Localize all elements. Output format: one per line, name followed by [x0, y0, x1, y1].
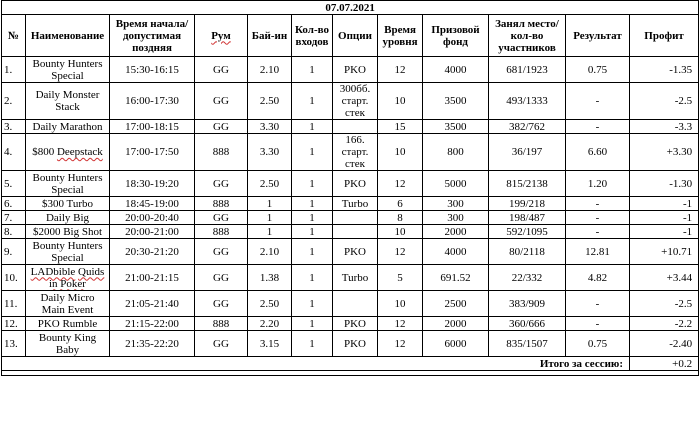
cell-result: 0.75	[566, 331, 630, 357]
cell-buyin: 2.10	[248, 57, 292, 83]
cell-room: 888	[195, 225, 248, 239]
cell-buyin: 1.38	[248, 265, 292, 291]
cell-entries: 1	[292, 225, 333, 239]
cell-num: 7.	[2, 211, 26, 225]
cell-options: 166. старт. стек	[333, 134, 378, 171]
cell-entries: 1	[292, 265, 333, 291]
cell-result: -	[566, 211, 630, 225]
cell-profit: -1	[630, 225, 699, 239]
spellcheck-underline: Deepstack	[56, 146, 103, 158]
cell-name: $2000 Big Shot	[26, 225, 110, 239]
cell-level: 12	[378, 317, 423, 331]
cell-profit: +10.71	[630, 239, 699, 265]
cell-options	[333, 120, 378, 134]
cell-num: 6.	[2, 197, 26, 211]
cell-num: 11.	[2, 291, 26, 317]
cell-room: GG	[195, 83, 248, 120]
table-row	[2, 331, 699, 357]
cell-prize: 2000	[423, 317, 489, 331]
cell-place: 198/487	[489, 211, 566, 225]
cell-name: Bounty Hunters Special	[26, 57, 110, 83]
session-date: 07.07.2021	[2, 1, 699, 15]
table-row	[2, 134, 699, 171]
cell-profit: -2.5	[630, 291, 699, 317]
cell-room: GG	[195, 331, 248, 357]
cell-room: 888	[195, 134, 248, 171]
total-label: Итого за сессию:	[2, 357, 630, 371]
cell-name: $300 Turbo	[26, 197, 110, 211]
cell-result: 6.60	[566, 134, 630, 171]
cell-buyin: 2.50	[248, 291, 292, 317]
cell-entries: 1	[292, 83, 333, 120]
table-row	[2, 57, 699, 83]
header-entries: Кол-во входов	[292, 15, 333, 57]
table-row	[2, 211, 699, 225]
cell-level: 5	[378, 265, 423, 291]
cell-name: Daily Big	[26, 211, 110, 225]
cell-options: PKO	[333, 57, 378, 83]
cell-entries: 1	[292, 120, 333, 134]
cell-room: GG	[195, 171, 248, 197]
header-row	[2, 15, 699, 57]
cell-name	[26, 265, 110, 291]
cell-place: 493/1333	[489, 83, 566, 120]
cell-options	[333, 291, 378, 317]
cell-time: 18:45-19:00	[110, 197, 195, 211]
table-row	[2, 225, 699, 239]
cell-level: 6	[378, 197, 423, 211]
table-row	[2, 291, 699, 317]
cell-buyin: 1	[248, 225, 292, 239]
cell-room: GG	[195, 120, 248, 134]
header-level: Время уровня	[378, 15, 423, 57]
table-row	[2, 197, 699, 211]
cell-level: 8	[378, 211, 423, 225]
cell-place: 815/2138	[489, 171, 566, 197]
cell-place: 592/1095	[489, 225, 566, 239]
session-table	[1, 0, 699, 376]
cell-time: 21:15-22:00	[110, 317, 195, 331]
cell-place: 835/1507	[489, 331, 566, 357]
cell-time: 18:30-19:20	[110, 171, 195, 197]
cell-prize: 300	[423, 211, 489, 225]
cell-buyin: 3.30	[248, 134, 292, 171]
cell-place: 22/332	[489, 265, 566, 291]
cell-name: Bounty Hunters Special	[26, 171, 110, 197]
cell-entries: 1	[292, 211, 333, 225]
header-name: Наименование	[26, 15, 110, 57]
cell-prize: 2500	[423, 291, 489, 317]
cell-num: 13.	[2, 331, 26, 357]
cell-name: $800 Deepstack	[26, 134, 110, 171]
cell-buyin: 2.10	[248, 239, 292, 265]
cell-entries: 1	[292, 197, 333, 211]
cell-entries: 1	[292, 57, 333, 83]
cell-entries: 1	[292, 331, 333, 357]
cell-prize: 4000	[423, 239, 489, 265]
cell-buyin: 2.20	[248, 317, 292, 331]
table-row	[2, 83, 699, 120]
cell-buyin: 1	[248, 211, 292, 225]
cell-buyin: 2.50	[248, 83, 292, 120]
cell-num: 2.	[2, 83, 26, 120]
cell-profit: -2.2	[630, 317, 699, 331]
spacer-cell	[2, 371, 699, 376]
cell-buyin: 3.30	[248, 120, 292, 134]
table-row	[2, 171, 699, 197]
cell-profit: -2.5	[630, 83, 699, 120]
cell-prize: 691.52	[423, 265, 489, 291]
cell-entries: 1	[292, 317, 333, 331]
cell-buyin: 3.15	[248, 331, 292, 357]
cell-time: 17:00-18:15	[110, 120, 195, 134]
header-time: Время начала/ допустимая поздняя	[110, 15, 195, 57]
cell-result: -	[566, 291, 630, 317]
cell-room: GG	[195, 211, 248, 225]
cell-time: 21:05-21:40	[110, 291, 195, 317]
header-prize: Призовой фонд	[423, 15, 489, 57]
cell-prize: 300	[423, 197, 489, 211]
cell-level: 10	[378, 134, 423, 171]
cell-result: -	[566, 225, 630, 239]
cell-name: Daily Micro Main Event	[26, 291, 110, 317]
cell-num: 10.	[2, 265, 26, 291]
cell-place: 36/197	[489, 134, 566, 171]
date-row	[2, 1, 699, 15]
cell-room: 888	[195, 317, 248, 331]
cell-result: 1.20	[566, 171, 630, 197]
cell-options	[333, 211, 378, 225]
cell-time: 21:00-21:15	[110, 265, 195, 291]
header-options: Опции	[333, 15, 378, 57]
cell-room: 888	[195, 197, 248, 211]
cell-prize: 3500	[423, 120, 489, 134]
cell-options: PKO	[333, 331, 378, 357]
cell-num: 4.	[2, 134, 26, 171]
cell-level: 10	[378, 83, 423, 120]
cell-room: GG	[195, 57, 248, 83]
cell-place: 360/666	[489, 317, 566, 331]
cell-prize: 3500	[423, 83, 489, 120]
cell-profit: -1.30	[630, 171, 699, 197]
cell-name: Bounty Hunters Special	[26, 239, 110, 265]
cell-prize: 4000	[423, 57, 489, 83]
cell-prize: 800	[423, 134, 489, 171]
cell-level: 10	[378, 225, 423, 239]
table-row	[2, 239, 699, 265]
cell-entries: 1	[292, 134, 333, 171]
cell-result: -	[566, 197, 630, 211]
header-num: №	[2, 15, 26, 57]
table-row	[2, 317, 699, 331]
cell-profit: -1	[630, 197, 699, 211]
cell-result: 12.81	[566, 239, 630, 265]
cell-time: 20:00-21:00	[110, 225, 195, 239]
cell-entries: 1	[292, 291, 333, 317]
header-result: Результат	[566, 15, 630, 57]
cell-num: 1.	[2, 57, 26, 83]
cell-entries: 1	[292, 239, 333, 265]
cell-profit: +3.30	[630, 134, 699, 171]
cell-result: -	[566, 120, 630, 134]
cell-buyin: 1	[248, 197, 292, 211]
cell-room: GG	[195, 265, 248, 291]
cell-room: GG	[195, 291, 248, 317]
cell-entries: 1	[292, 171, 333, 197]
cell-name: Daily Monster Stack	[26, 83, 110, 120]
cell-num: 5.	[2, 171, 26, 197]
cell-options: PKO	[333, 239, 378, 265]
cell-level: 12	[378, 57, 423, 83]
table-row	[2, 120, 699, 134]
cell-num: 12.	[2, 317, 26, 331]
spacer-row	[2, 371, 699, 376]
table-row	[2, 265, 699, 291]
cell-place: 382/762	[489, 120, 566, 134]
cell-time: 16:00-17:30	[110, 83, 195, 120]
cell-room: GG	[195, 239, 248, 265]
cell-time: 15:30-16:15	[110, 57, 195, 83]
cell-num: 8.	[2, 225, 26, 239]
cell-time: 17:00-17:50	[110, 134, 195, 171]
cell-num: 3.	[2, 120, 26, 134]
total-row	[2, 357, 699, 371]
spellcheck-underline: Quids in Poker	[49, 265, 105, 290]
cell-name: PKO Rumble	[26, 317, 110, 331]
cell-name: Bounty King Baby	[26, 331, 110, 357]
cell-place: 80/2118	[489, 239, 566, 265]
cell-options: Turbo	[333, 197, 378, 211]
header-room: Рум	[195, 15, 248, 57]
cell-result: 4.82	[566, 265, 630, 291]
header-buyin: Бай-ин	[248, 15, 292, 57]
cell-time: 21:35-22:20	[110, 331, 195, 357]
cell-place: 681/1923	[489, 57, 566, 83]
cell-profit: -3.3	[630, 120, 699, 134]
cell-place: 383/909	[489, 291, 566, 317]
cell-level: 12	[378, 239, 423, 265]
cell-result: -	[566, 83, 630, 120]
spellcheck-underline: LADbible	[30, 265, 76, 278]
cell-result: -	[566, 317, 630, 331]
cell-result: 0.75	[566, 57, 630, 83]
header-profit: Профит	[630, 15, 699, 57]
cell-time: 20:30-21:20	[110, 239, 195, 265]
cell-profit: +3.44	[630, 265, 699, 291]
cell-level: 12	[378, 331, 423, 357]
cell-prize: 6000	[423, 331, 489, 357]
cell-prize: 5000	[423, 171, 489, 197]
cell-profit: -1.35	[630, 57, 699, 83]
cell-level: 10	[378, 291, 423, 317]
cell-options: PKO	[333, 317, 378, 331]
cell-options: Turbo	[333, 265, 378, 291]
cell-profit: -2.40	[630, 331, 699, 357]
cell-level: 12	[378, 171, 423, 197]
cell-name: Daily Marathon	[26, 120, 110, 134]
total-value: +0.2	[630, 357, 699, 371]
cell-options: PKO	[333, 171, 378, 197]
cell-prize: 2000	[423, 225, 489, 239]
cell-options	[333, 225, 378, 239]
cell-place: 199/218	[489, 197, 566, 211]
header-place: Занял место/кол-во участников	[489, 15, 566, 57]
cell-time: 20:00-20:40	[110, 211, 195, 225]
cell-options: 300бб. старт. стек	[333, 83, 378, 120]
cell-buyin: 2.50	[248, 171, 292, 197]
cell-level: 15	[378, 120, 423, 134]
cell-num: 9.	[2, 239, 26, 265]
cell-profit: -1	[630, 211, 699, 225]
